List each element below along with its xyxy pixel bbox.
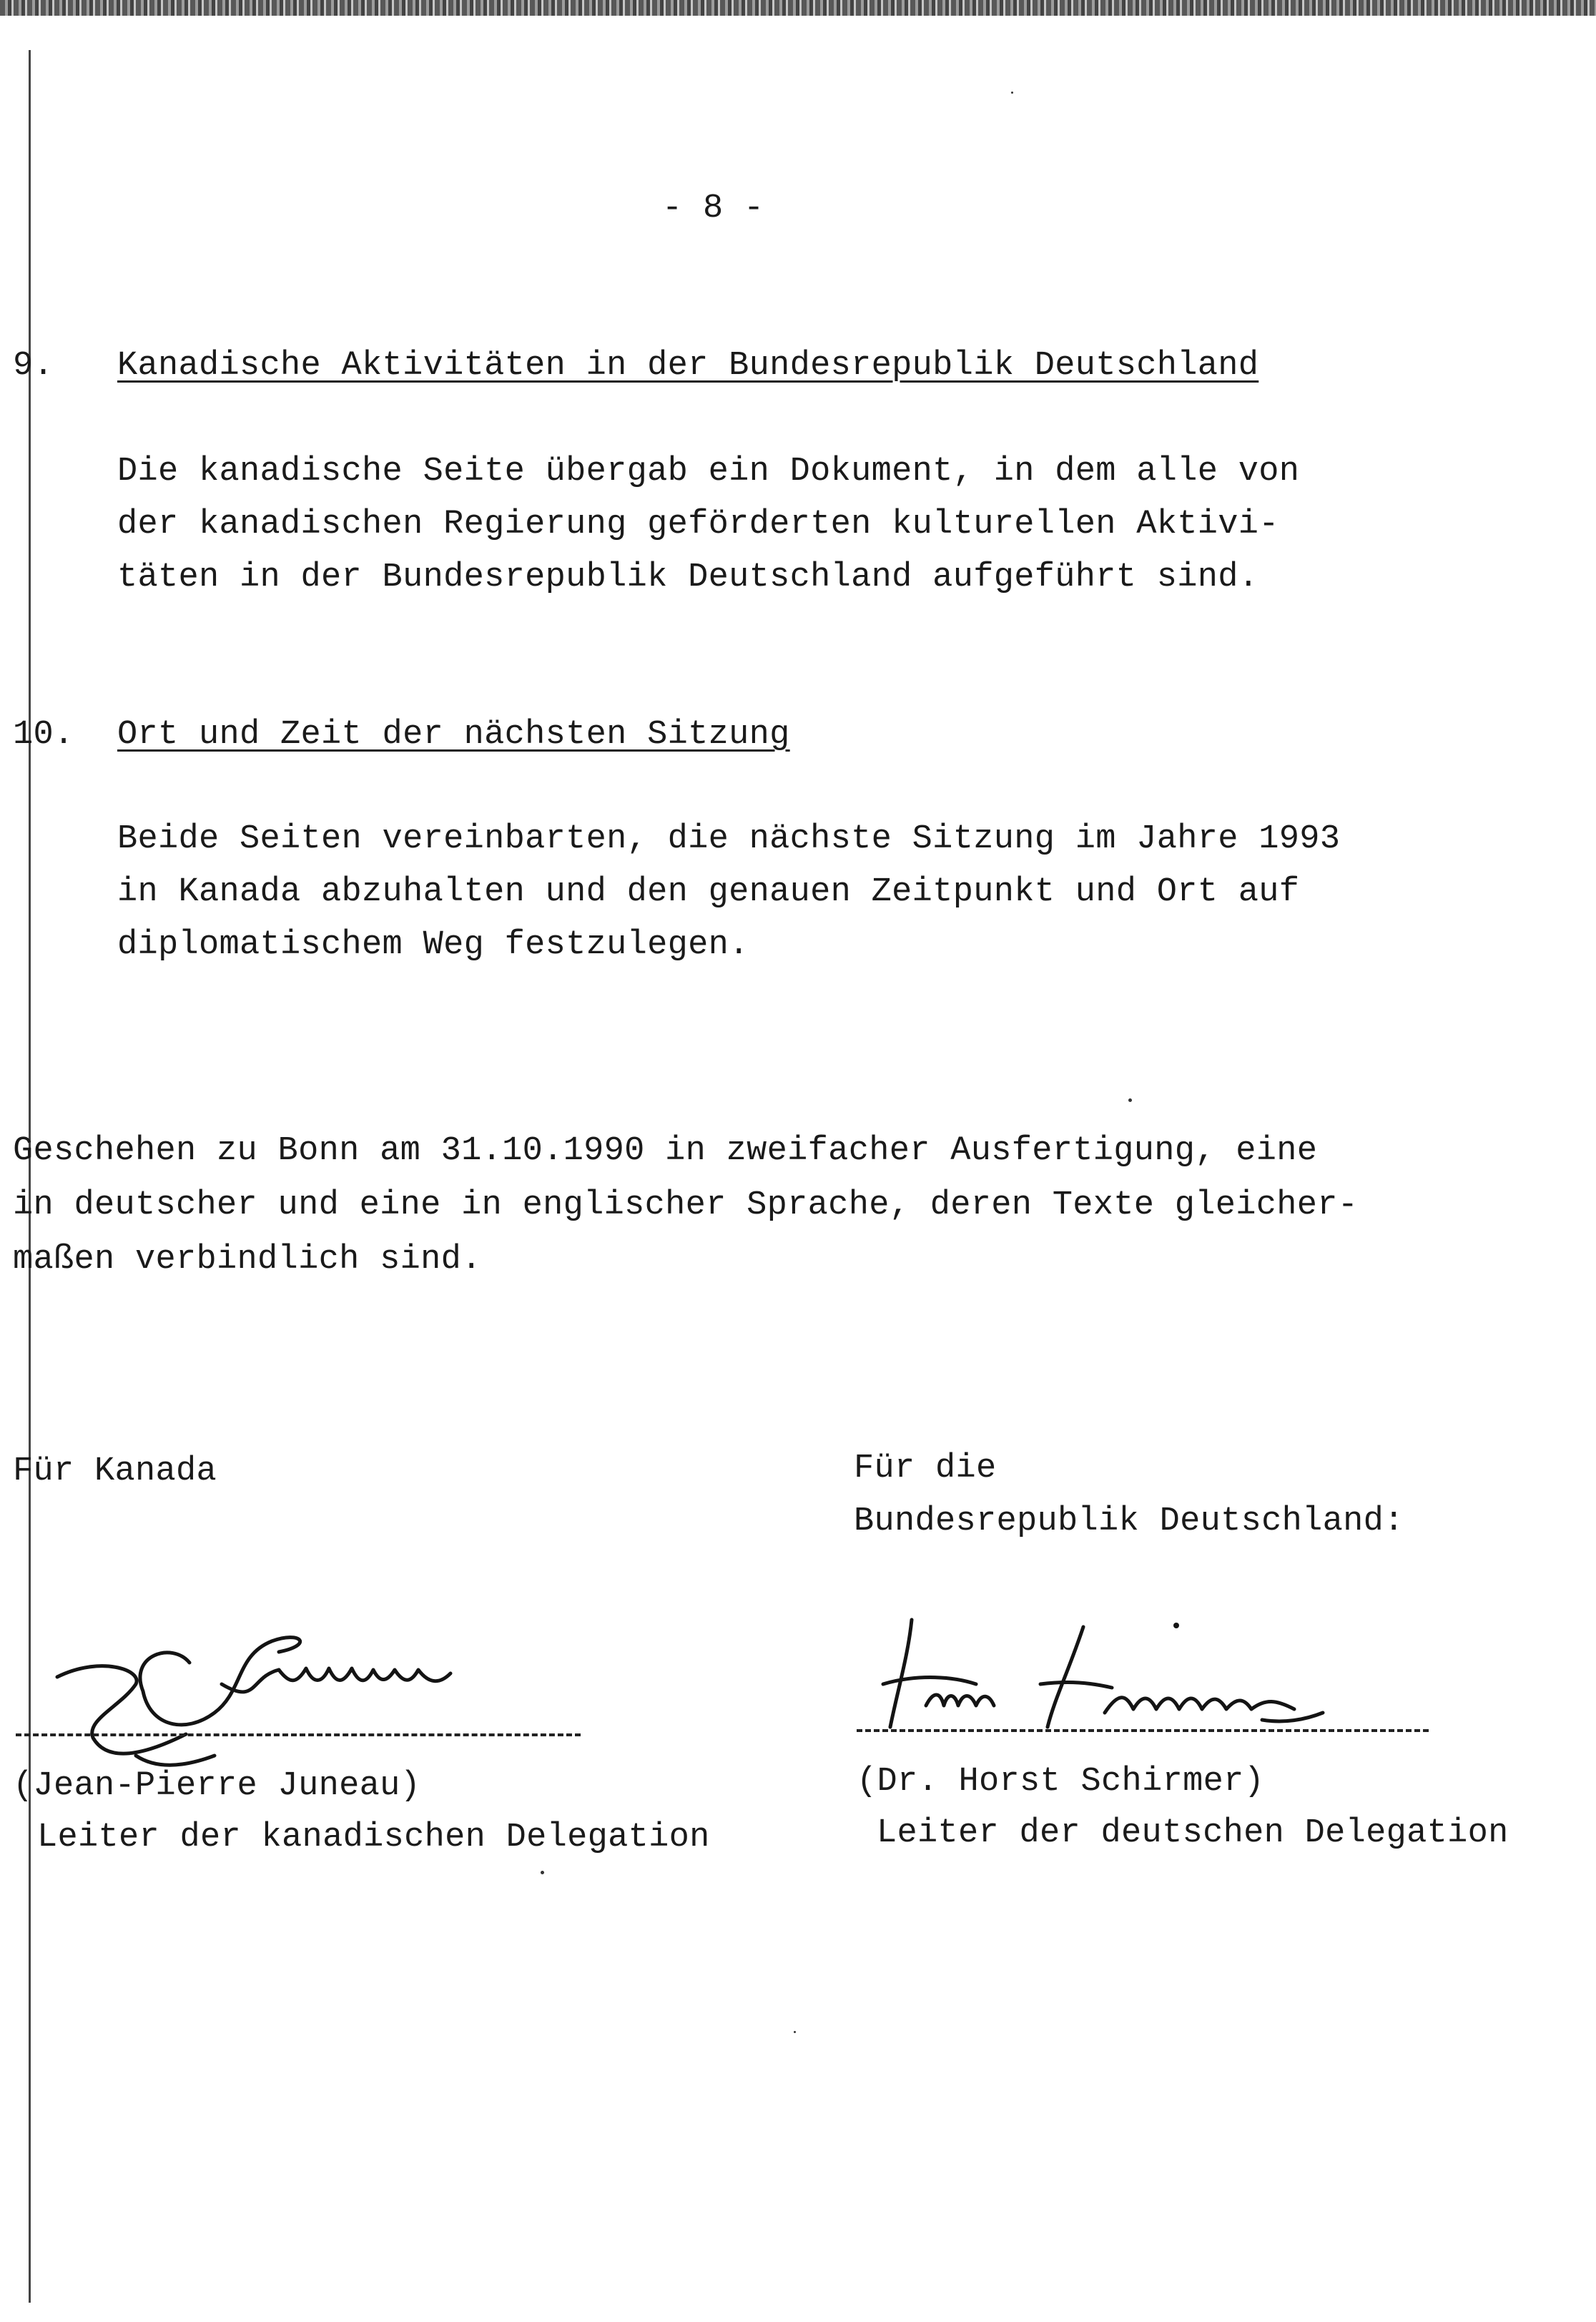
signatory-title-right: Leiter der deutschen Delegation [877, 1814, 1509, 1852]
signatory-title-left: Leiter der kanadischen Delegation [37, 1819, 710, 1856]
section-heading: Kanadische Aktivitäten in der Bundesrepublik Deutschland [117, 347, 1259, 385]
scan-speck [1011, 92, 1013, 94]
signature-juneau [43, 1613, 543, 1784]
paragraph-line: Die kanadische Seite übergab ein Dokument, in dem alle von [117, 453, 1300, 491]
closing-line: in deutscher und eine in englischer Sprache, deren Texte gleicher- [13, 1186, 1359, 1224]
paragraph-line: Beide Seiten vereinbarten, die nächste Sitzung im Jahre 1993 [117, 820, 1341, 858]
scan-speck [541, 1871, 544, 1874]
signature-line-left [16, 1733, 581, 1736]
section-number: 9. [13, 347, 54, 385]
page-number: - 8 - [662, 190, 764, 227]
scan-top-edge [0, 0, 1596, 16]
paragraph-line: in Kanada abzuhalten und den genauen Zeitpunkt und Ort auf [117, 873, 1300, 911]
section-number: 10. [13, 716, 74, 754]
margin-rule [29, 50, 31, 2303]
scan-speck [794, 2031, 796, 2033]
signatory-name-right: (Dr. Horst Schirmer) [857, 1763, 1265, 1801]
signatory-heading-right: Für die [854, 1450, 997, 1487]
paragraph-line: täten in der Bundesrepublik Deutschland aufgeführt sind. [117, 559, 1259, 596]
closing-line: Geschehen zu Bonn am 31.10.1990 in zweifacher Ausfertigung, eine [13, 1132, 1318, 1170]
signature-line-right [857, 1729, 1429, 1732]
signatory-heading-left: Für Kanada [13, 1452, 217, 1490]
signatory-name-left: (Jean-Pierre Juneau) [13, 1767, 421, 1805]
section-heading: Ort und Zeit der nächsten Sitzung [117, 716, 790, 754]
signature-schirmer [876, 1605, 1362, 1748]
signatory-heading-right: Bundesrepublik Deutschland: [854, 1502, 1404, 1540]
paragraph-line: diplomatischem Weg festzulegen. [117, 926, 749, 964]
paragraph-line: der kanadischen Regierung geförderten kulturellen Aktivi- [117, 506, 1279, 543]
closing-line: maßen verbindlich sind. [13, 1241, 482, 1279]
scan-speck [1128, 1098, 1132, 1102]
